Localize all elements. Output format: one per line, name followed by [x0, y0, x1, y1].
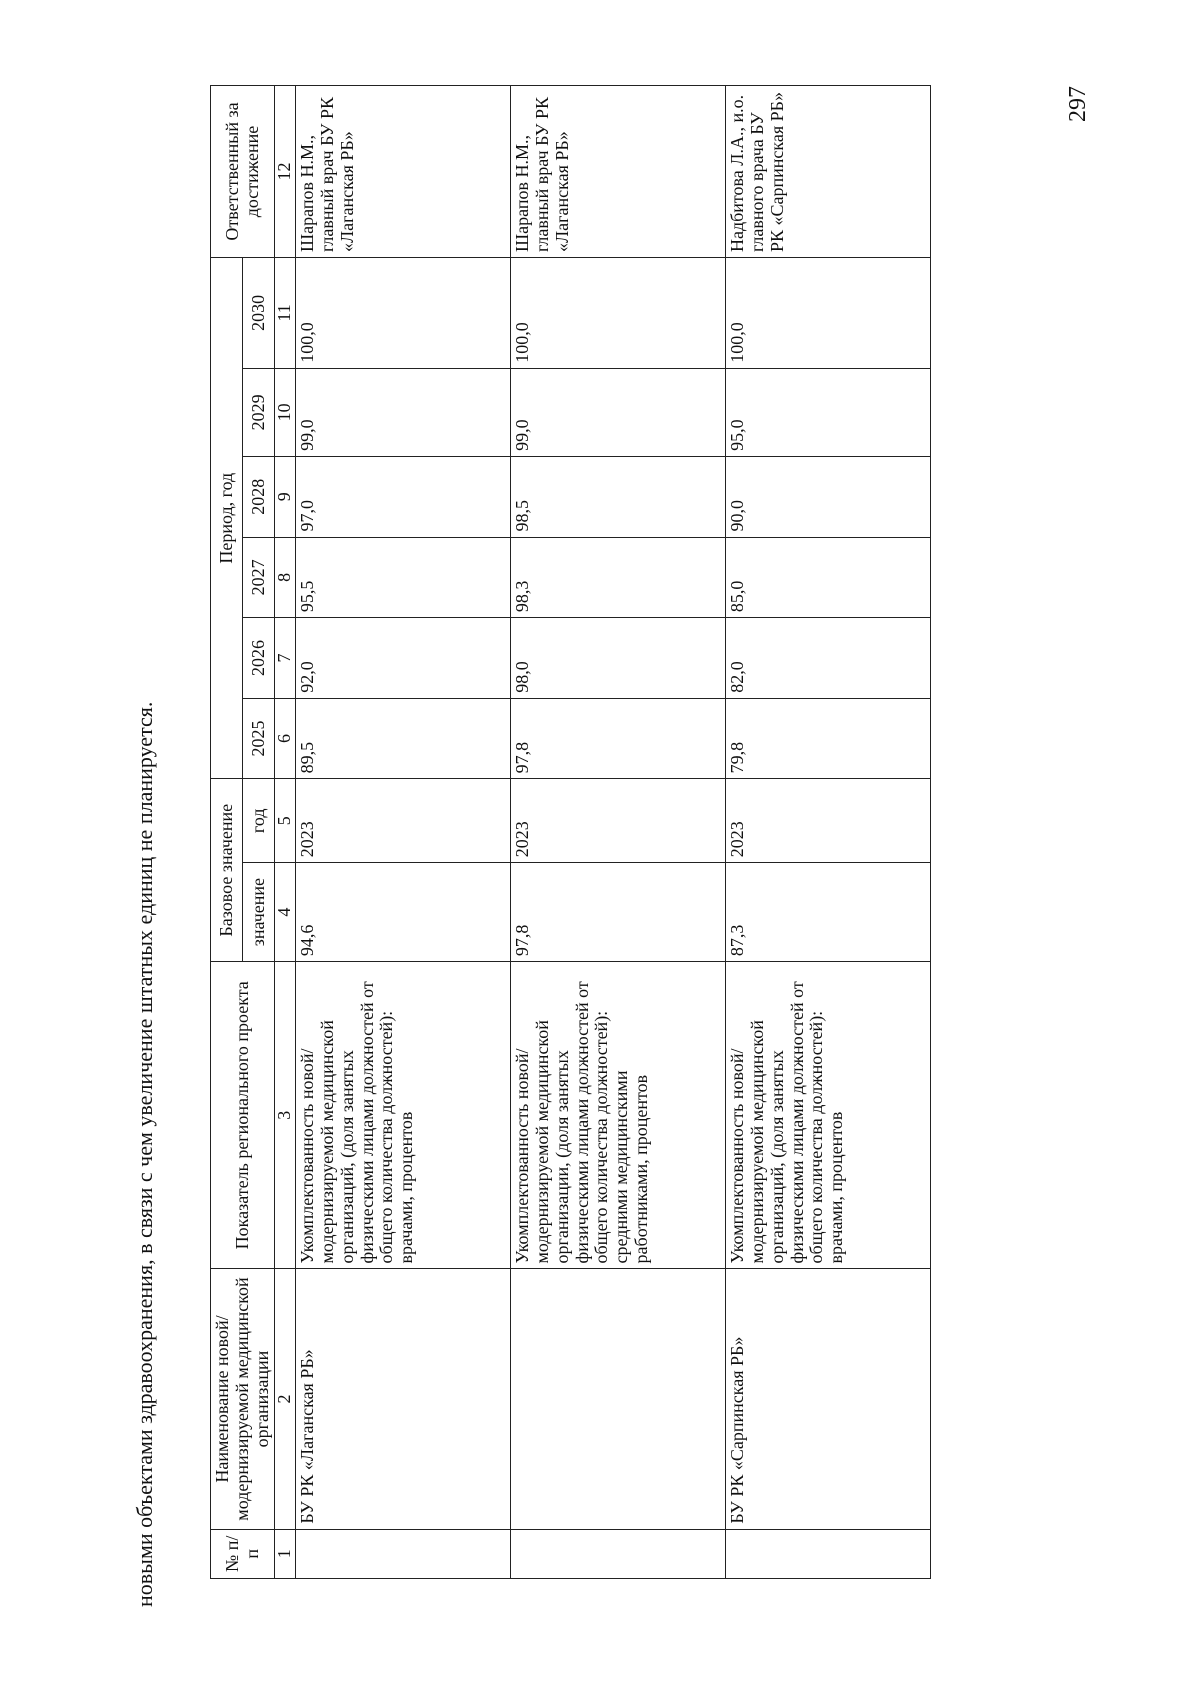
header-indicator: Показатель регионального проекта — [211, 962, 275, 1269]
indicator-text: Укомплектованность новой/модернизируемой медицинской организаций, (доля занятых физическими лицами должностей от общего количества должностей): врачами, процентов — [726, 962, 931, 1269]
col-number: 4 — [275, 863, 296, 962]
responsible: Шарапов Н.М., главный врач БУ РК «Лаганская РБ» — [296, 86, 511, 258]
value-2026: 82,0 — [726, 618, 931, 699]
value-2026: 92,0 — [296, 618, 511, 699]
value-2030: 100,0 — [511, 258, 726, 369]
header-year-2029: 2029 — [243, 368, 275, 456]
header-year-2025: 2025 — [243, 698, 275, 779]
col-number: 10 — [275, 368, 296, 456]
header-responsible: Ответственный за достижение — [211, 86, 275, 258]
table-row — [296, 86, 511, 1579]
header-base-group: Базовое значение — [211, 779, 243, 962]
table-row — [726, 86, 931, 1579]
base-year: 2023 — [296, 779, 511, 863]
header-num: № п/п — [211, 1529, 275, 1578]
base-value: 94,6 — [296, 863, 511, 962]
col-number: 7 — [275, 618, 296, 699]
header-period-group: Период, год — [211, 258, 243, 779]
col-number: 2 — [275, 1269, 296, 1529]
row-num — [726, 1529, 931, 1578]
col-number: 11 — [275, 258, 296, 369]
column-number-row — [275, 86, 296, 1579]
value-2030: 100,0 — [296, 258, 511, 369]
value-2027: 98,3 — [511, 537, 726, 618]
table-row — [511, 86, 726, 1579]
value-2027: 95,5 — [296, 537, 511, 618]
value-2030: 100,0 — [726, 258, 931, 369]
base-year: 2023 — [511, 779, 726, 863]
indicator-text: Укомплектованность новой/модернизируемой медицинской организаций, (доля занятых физическими лицами должностей от общего количества должностей): врачами, процентов — [296, 962, 511, 1269]
value-2029: 95,0 — [726, 368, 931, 456]
responsible: Шарапов Н.М., главный врач БУ РК «Лаганская РБ» — [511, 86, 726, 258]
org-name: БУ РК «Сарпинская РБ» — [726, 1269, 931, 1529]
value-2029: 99,0 — [511, 368, 726, 456]
header-year-2026: 2026 — [243, 618, 275, 699]
indicators-table — [210, 85, 931, 1579]
col-number: 12 — [275, 86, 296, 258]
row-num — [511, 1529, 726, 1578]
indicator-text: Укомплектованность новой/модернизируемой медицинской организации, (доля занятых физическими лицами должностей от общего количества должностей): средними медицинскими работниками, процентов — [511, 962, 726, 1269]
col-number: 8 — [275, 537, 296, 618]
value-2029: 99,0 — [296, 368, 511, 456]
header-base-year: год — [243, 779, 275, 863]
value-2028: 97,0 — [296, 456, 511, 537]
org-name: БУ РК «Лаганская РБ» — [296, 1269, 511, 1529]
header-org: Наименование новой/модернизируемой медицинской организации — [211, 1269, 275, 1529]
base-year: 2023 — [726, 779, 931, 863]
row-num — [296, 1529, 511, 1578]
value-2028: 98,5 — [511, 456, 726, 537]
col-number: 6 — [275, 698, 296, 779]
value-2025: 89,5 — [296, 698, 511, 779]
col-number: 9 — [275, 456, 296, 537]
col-number: 3 — [275, 962, 296, 1269]
value-2025: 97,8 — [511, 698, 726, 779]
header-year-2027: 2027 — [243, 537, 275, 618]
intro-text: новыми объектами здравоохранения, в связи с чем увеличение штатных единиц не планируется. — [132, 701, 157, 1607]
value-2027: 85,0 — [726, 537, 931, 618]
col-number: 5 — [275, 779, 296, 863]
col-number: 1 — [275, 1529, 296, 1578]
base-value: 87,3 — [726, 863, 931, 962]
header-year-2030: 2030 — [243, 258, 275, 369]
base-value: 97,8 — [511, 863, 726, 962]
value-2028: 90,0 — [726, 456, 931, 537]
page-number: 297 — [1065, 86, 1091, 122]
header-base-value: значение — [243, 863, 275, 962]
responsible: Надбитова Л.А., и.о. главного врача БУ РК «Сарпинская РБ» — [726, 86, 931, 258]
value-2026: 98,0 — [511, 618, 726, 699]
header-year-2028: 2028 — [243, 456, 275, 537]
org-name — [511, 1269, 726, 1529]
value-2025: 79,8 — [726, 698, 931, 779]
